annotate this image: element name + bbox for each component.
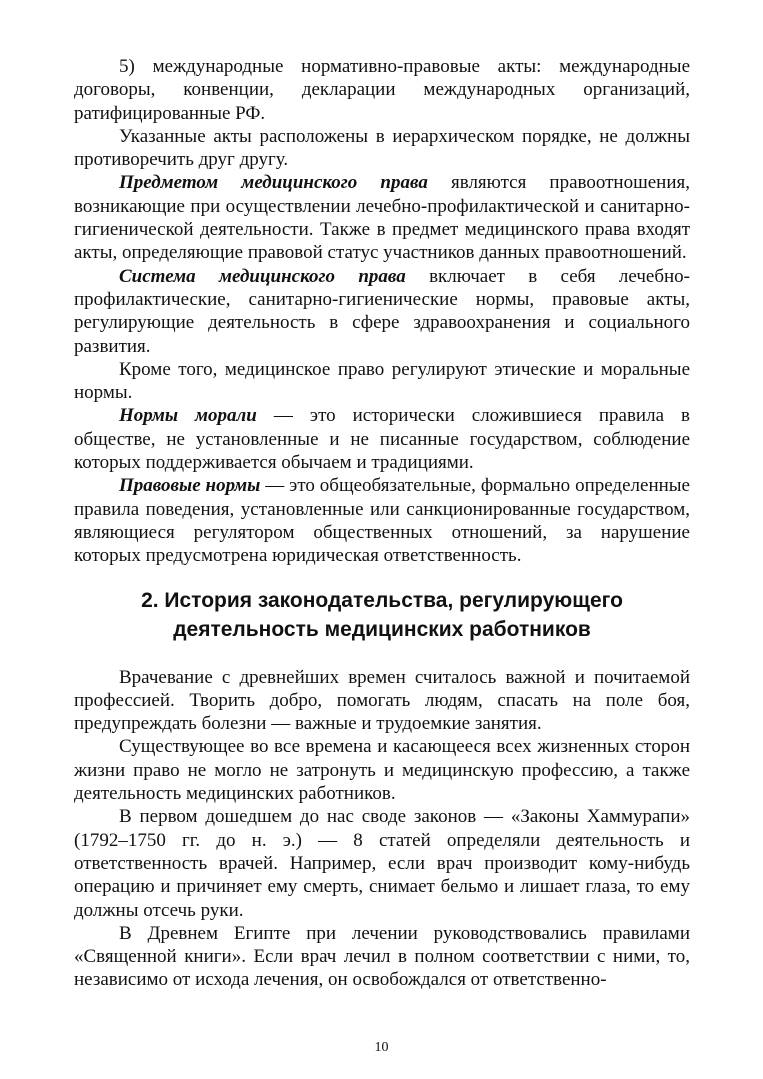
defined-term: Правовые нормы <box>119 475 261 497</box>
paragraph <box>74 55 690 125</box>
defined-term: Предметом медицинского права <box>119 172 428 194</box>
paragraph <box>74 666 690 736</box>
paragraph-text: Кроме того, медицинское право регулируют этические и моральные нормы. <box>74 358 690 404</box>
paragraph-text: 5) международные нормативно-правовые акты: международные договоры, конвенции, декларации международных организаций, ратифицированные РФ. <box>74 56 690 124</box>
definition-paragraph <box>74 171 690 264</box>
paragraph-text: Врачевание с древнейших времен считалось важной и почитаемой профессией. Творить добро, помогать людям, спасать на поле боя, предупреждать болезни — важные и трудоемкие занятия. <box>74 666 690 735</box>
section-heading-line: 2. История законодательства, регулирующего <box>141 588 623 612</box>
page-number: 10 <box>374 1040 389 1055</box>
paragraph-text: Существующее во все времена и касающееся всех жизненных сторон жизни право не могло не затронуть и медицинскую профессию, а также деятельность медицинских работников. <box>74 736 690 805</box>
definition-paragraph <box>74 474 690 567</box>
paragraph <box>74 805 690 921</box>
paragraph-text: В первом дошедшем до нас своде законов — «Законы Хаммурапи» (1792–1750 гг. до н. э.) — 8 статей определяли деятельность и ответственность врачей. Например, если врач производит кому-нибудь операцию и причиняет ему смерть, снимает бельмо и лишает глаза, то ему должны отсечь руки. <box>74 806 690 921</box>
section-heading-line: деятельность медицинских работников <box>173 617 591 641</box>
paragraph-text: являются правоотношения, возникающие при осуществлении лечебно-профилактической и санитарно-гигиенической деятельности. Также в предмет медицинского права входят акты, определяющие правовой статус участников данных правоотношений. <box>74 172 690 264</box>
paragraph-text: — это общеобязательные, формально определенные правила поведения, установленные или санкционированные государством, являющиеся регулятором общественных отношений, за нарушение которых предусмотрена юридическая ответственность. <box>74 475 690 567</box>
paragraph <box>74 922 690 992</box>
paragraph-text: включает в себя лечебно-профилактические, санитарно-гигиенические нормы, правовые акты, регулирующие деятельность в сфере здравоохранения и социального развития. <box>74 265 690 357</box>
defined-term: Нормы морали <box>119 405 257 427</box>
definition-paragraph <box>74 404 690 474</box>
paragraph <box>74 735 690 805</box>
page-content <box>74 55 690 992</box>
paragraph-text: В Древнем Египте при лечении руководствовались правилами «Священной книги». Если врач лечил в полном соответствии с ними, то, независимо от исхода лечения, он освобождался от ответственно- <box>74 922 690 991</box>
defined-term: Система медицинского права <box>119 265 406 287</box>
paragraph <box>74 358 690 405</box>
section-heading <box>74 586 690 644</box>
paragraph-text: — это исторически сложившиеся правила в обществе, не установленные и не писанные государством, соблюдение которых поддерживается обычаем и традициями. <box>74 405 690 474</box>
definition-paragraph <box>74 265 690 358</box>
paragraph-text: Указанные акты расположены в иерархическом порядке, не должны противоречить друг другу. <box>74 125 690 171</box>
paragraph <box>74 125 690 172</box>
